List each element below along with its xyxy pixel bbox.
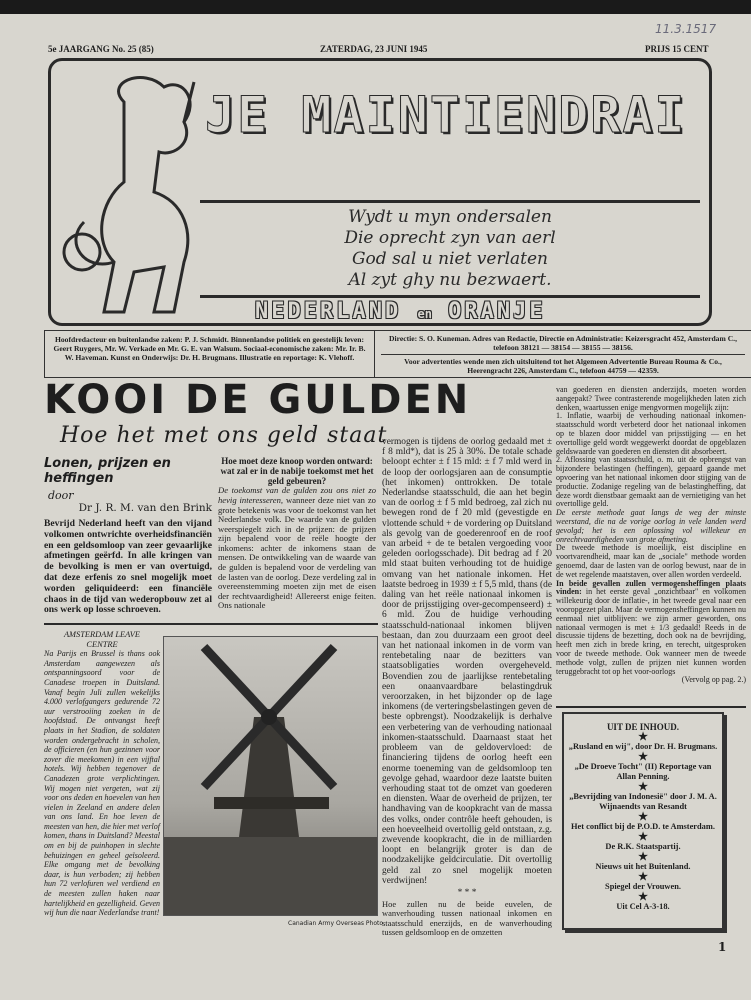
star-icon: ★ [638,751,648,763]
photo-caption: Canadian Army Overseas Photo [288,920,384,927]
continued-link[interactable]: (Vervolg op pag. 2.) [681,675,746,685]
advertising-info: Voor advertenties wende men zich uitsluitend tot het Algemeen Advertentie Bureau Rouma & Co., Heerengracht 226, Amsterdam C., telefoon 44759 — 42359. [404,357,722,375]
star-icon: ★ [638,871,648,883]
sidebar-title: AMSTERDAM LEAVE CENTRE [63,630,141,649]
contents-item[interactable]: „Bevrijding van Indonesië" door J. M. A. Wijnaendts van Resandt [569,792,717,811]
article-col-4 [556,386,746,685]
verse-line: Die oprecht zyn van aerl [344,228,556,248]
editors-credits: Hoofdredacteur en buitenlandse zaken: P. J. Schmidt. Binnenlandse politiek en geestelijk leven: Geert Ruygers, Mr. W. Verkade en Mr. G. E. van Walsum. Sociaal-economische zaken: Mr. Ir. B. W. Haveman. Kunst en Onderwijs: Dr. H. Brugmans. Illustratie en reportage: K. Vlehoff. [45,331,375,377]
article-lead: Bevrijd Nederland heeft van den vijand volkomen ontwrichte overheidsfinanciën en een geldsomloop van zeer gevaarlijke afmetingen geërfd. In alle kringen van de bevolking is men er van overtuigd, dat deze erfenis zo snel mogelijk moet worden geliquideerd: een financiële chaos in de tijd van wederopbouw zet al ons werk op losse schroeven. [44,518,212,616]
motto-nederland: NEDERLAND [255,299,402,324]
star-icon: ★ [638,781,648,793]
staff-box [44,330,751,378]
col3-end: Hoe zullen nu de beide euvelen, de wanverhouding tussen nationaal inkomen en staatsschuld enerzijds, en de wanverhouding tussen geldsomloop en de omzetten [382,899,552,938]
divider [44,623,378,625]
article-col-3 [382,437,552,937]
star-icon: ★ [638,851,648,863]
sidebar-article [44,630,160,918]
contents-item[interactable]: Het conflict bij de P.O.D. te Amsterdam. [571,822,715,831]
article-question: Hoe moet deze knoop worden ontward: wat zal er in de nabije toekomst met het geld gebeuren? [220,456,374,487]
edition-number: 5e JAARGANG No. 25 (85) [48,44,154,54]
contents-item[interactable]: Nieuws uit het Buitenland. [595,862,691,871]
star-icon: ★ [638,831,648,843]
scan-edge [0,0,751,14]
sidebar-text: Na Parijs en Brussel is thans ook Amsterdam aangewezen als ontspanningsoord voor de Canadese troepen in Duitsland. Vanaf begin Juli zullen wekelijks 4.000 verlofgangers gedurende 72 uur verstrooiing zoeken in de hoofdstad. De ontvangst heeft plaats in het Stadion, de soldaten worden ondergebracht in scholen, de officieren (en hun gezinnen voor zover die meekomen) in een vijftal hotels. Wij hebben tegenover de Canadezen grote verplichtingen. Wij mogen niet vergeten, wat zij voor ons deden en hoevelen van hen vielen in Zeeland en andere delen van ons land. En hoe leven de meesten van hen, die hier met verlof komen, thans in Duitsland? Meestal om en bij de puinhopen in slechte behuizingen en geheel geïsoleerd. Elke omgang met de bevolking daar, is hun verboden; zij hebben hun 72 verlofuren wel verdiend en de meesten zullen haken naar hartelijkheid en gezelligheid. Geven wij hun die naar Nederlandse trant! [44,649,160,918]
lion-illustration [54,62,199,322]
article-kicker: Lonen, prijzen en heffingen [44,456,171,486]
contents-item[interactable]: Uit Cel A-3-18. [616,902,670,911]
col4-option-2: 2. Aflossing van staatsschuld, o. m. uit de opbrengst van bijzondere belastingen (heffingen), gepaard gaande met opvoering van het nationaal inkomen door stijging van de productie. Zodanige regeling van de belastingheffing, dat deze wordt dienstbaar gemaakt aan de vernietiging van het overtollige geld. [556,455,746,509]
contents-item[interactable]: „De Droeve Tocht" (II) Reportage van Allan Penning. [574,762,712,781]
motto-en: en [417,307,432,321]
article-subheadline: Hoe het met ons geld staat [60,423,388,448]
verse-line: Wydt u myn ondersalen [348,207,552,227]
windmill-image [164,637,378,916]
direction-address: Directie: S. O. Kuneman. Adres van Redactie, Directie en Administratie: Keizersgracht 452, Amsterdam C., telefoon 38121 — 38154 — 38155 — 38156. [381,334,745,355]
motto-banner [255,300,546,326]
newspaper-title: JE MAINTIENDRAI [205,86,687,144]
col3-text: vermogen is tijdens de oorlog gedaald met ± f 8 mld*), dat is 25 à 30%. De totale schade beloopt echter ± f 15 mld: ± f 7 mld werd in de loop der oorlogsjaren aan de consumptie (het inkomen) onttrokken. De totale Nederlandse staatsschuld, die aan het begin van de oorlog ± f 5 mld bedroeg, zal zich nu bewegen rond de f 20 mld (gevestigde en vlottende schuld + de vordering op Duitsland als gevolg van de goederenroof en de roof van arbeid + de te betalen vergoeding voor geleden oorlogsschade). Dit bedrag ad f 20 mld staat buiten verhouding tot de huidige omvang van het nationale inkomen. Het laatste bedroeg in 1939 ± f 5,5 mld, thans (de daling van het reële nationaal inkomen is door de prijsstijging over-gecompenseerd) ± 6 mld. Zou de huidige verhouding staatsschuld-nationaal inkomen blijven bestaan, dan zou duurzaam een groot deel van het nationaal inkomen in de vorm van rentebetaling naar de bezitters van staatsobligaties worden overgeheveld. Bovendien zou de jaarlijkse rentebetaling een onaanvaardbare belastingdruk veroorzaken, in het bijzonder op de lage inkomens (de verteringsbelastingen geven de beste opbrengst). Noodzakelijk is derhalve een verbetering van de verhouding nationaal inkomen-staatsschuld. Daarnaast staat het probleem van de geldovervloed: de financiering tijdens de oorlog heeft een enorme toeneming van de geldsomloop ten gevolge gehad, waardoor deze laatste buiten verhouding staat tot de omzet van goederen en diensten. Waar de overheid de prijzen, ter handhaving van de koopkracht van de massa des volks, onder contrôle heeft gehouden, is een hoeveelheid overtollig geld ontstaan, z.g. zwevende koopkracht, die in de milliarden loopt en belangrijk groter is dan de noodzakelijke geldcirculatie. Dit overtollig geld zal zo snel mogelijk moeten verdwijnen! [382,437,552,886]
article-col-2 [218,456,376,611]
article-headline: KOOI DE GULDEN [44,377,472,423]
issue-date: ZATERDAG, 23 JUNI 1945 [320,44,428,54]
col4-bold: In beide gevallen zullen vermogensheffingen plaats vinden: [556,578,746,597]
byline-door: door [48,489,74,502]
col2-italic: De toekomst van de gulden zou ons niet zo hevig interesseren, [218,485,376,505]
divider [556,706,746,708]
col2-text: wanneer deze niet van zo grote betekenis was voor de toekomst van het Nederlandse volk. De waarde van de gulden weerspiegelt zich in de prijzen: de prijzen zijn bepalend voor de reële hoogte der inkomens: achter de inkomens staan de mensen. De ontwikkeling van de waarde van de gulden is bepalend voor de verdeling van de lasten van de oorlog. Deze verdeling zal in overeenstemming moeten zijn met de eisen der rechtvaardigheid! Allereerst enige feiten. Ons nationale [218,494,376,611]
handwritten-note: 11.3.1517 [655,22,717,36]
col4-italic: De eerste methode gaat langs de weg der minste weerstand, die na de vorige oorlog in vele landen werd gevolgd; het is een oplossing vol willekeur en onrechtvaardigheden van grote afmeting. [556,508,746,544]
contents-item[interactable]: „Rusland en wij", door Dr. H. Brugmans. [568,742,718,751]
contents-title: UIT DE INHOUD. [606,722,680,732]
contents-box [562,712,724,930]
star-icon: ★ [638,891,648,903]
page-number: 1 [718,940,727,954]
motto-oranje: ORANJE [448,299,546,324]
verse-line: Al zyt ghy nu bezwaert. [348,270,552,290]
col4-text: De tweede methode is moeilijk, eist discipline en voortvarendheid, maar kan de „sociale" methode worden genoemd, daar de lasten van de oorlog bewust, naar de in de wet regelende maatstaven, over allen worden verdeeld. [556,543,746,579]
windmill-photo [163,636,378,916]
article-col-1 [44,456,212,616]
star-icon: ★ [638,731,648,743]
price: PRIJS 15 CENT [645,44,709,54]
col4-intro: van goederen en diensten anderzijds, moeten worden aangepakt? Twee contrasterende mogelijkheden laten zich denken, waartussen enige mengvormen mogelijk zijn: [556,385,746,412]
contents-item[interactable]: Spiegel der Vrouwen. [605,882,681,891]
verse-line: God sal u niet verlaten [351,249,549,269]
author: Dr J. R. M. van den Brink [78,502,212,514]
motto-verse [200,200,700,298]
col4-text-2: in het eerste geval „onzichtbaar" en volkomen willekeurig door de inflatie-, in het tweede geval naar een vooropgezet plan. Maar de vermogensheffingen kunnen nu eenmaal niet uitblijven: we zijn armer geworden, ons nationaal vermogen is met ± 1/3 gedaald! Reeds in de discussie tijdens de bezetting, doch ook na de bevrijding, heeft men zich in brede kring, en terecht, uitgesproken voor de tweede methode. Ook wanneer men de tweede methode volgt, zullen de prijzen niet kunnen worden teruggebracht tot op het voor-oorlogs [556,587,746,676]
contents-item[interactable]: De R.K. Staatspartij. [605,842,681,851]
col4-option-1: 1. Inflatie, waarbij de verhouding nationaal inkomen-staatsschuld wordt verbeterd door het nationaal inkomen op te blazen door middel van prijsstijging — en het overtollige geld wordt weggewerkt doordat de opgeblazen geldswaarde van goederen en diensten dit absorbeert. [556,411,746,456]
separator: * * * [457,887,477,898]
star-icon: ★ [638,811,648,823]
